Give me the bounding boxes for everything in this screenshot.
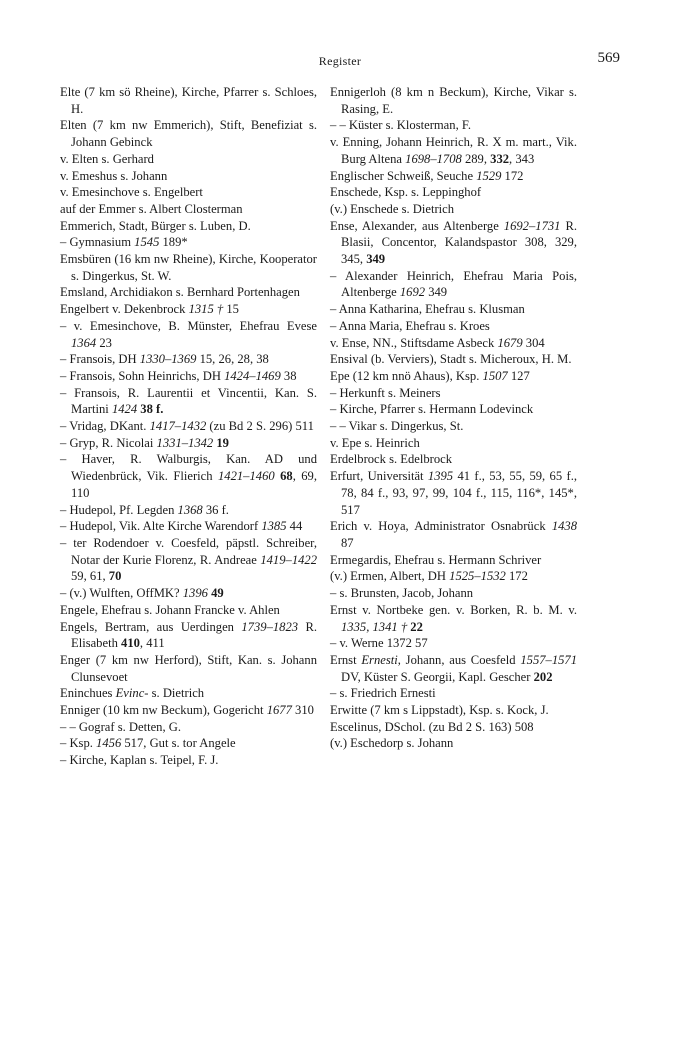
page-number: 569 [597,50,620,66]
entry-text: – Fransois, Sohn Heinrichs, DH [60,368,225,383]
entry-text: 15 [223,302,239,317]
index-entry [60,151,317,168]
entry-text: Emsbüren (16 km nw Rheine), Kirche, Kooperator s. Dingerkus, St. W. [60,252,317,283]
index-entry [60,585,317,602]
entry-text: Emsland, Archidiakon s. Bernhard Portenhagen [60,285,300,300]
entry-text: (v.) Eschedorp s. Johann [330,736,454,751]
index-entry [330,702,577,719]
index-entry [330,368,577,385]
index-entry [60,435,317,452]
entry-text: 189* [159,235,188,250]
entry-text: 38 f. [140,402,164,417]
index-entry [60,318,317,351]
entry-text: 310 [291,703,314,718]
entry-text: 517, Gut s. tor Angele [121,736,236,751]
entry-text: – Haver, R. Walburgis, Kan. AD und Wiedenbrück, Vik. Flierich [60,452,317,484]
entry-text: 15, 26, 28, 38 [196,352,269,367]
entry-text: Enschede, Ksp. s. Leppinghof [330,185,482,200]
entry-text: v. Emesinchove s. Engelbert [60,185,203,200]
entry-text: 289, [461,151,491,166]
index-entry [330,201,577,218]
entry-text: 1335, 1341 † [341,619,408,634]
index-entry [330,117,577,134]
entry-text: v. Enning, Johann Heinrich, R. X m. mart., Vik. Burg Altena [330,135,577,166]
index-entry [330,184,577,201]
entry-text: – Fransois, DH [60,352,140,367]
entry-text: v. Ense, NN., Stiftsdame Asbeck [330,335,498,350]
entry-text: 1364 [71,335,97,350]
entry-text: Elte (7 km sö Rheine), Kirche, Pfarrer s. Schloes, H. [60,85,317,116]
index-column-right [330,84,577,752]
entry-text: Engelbert v. Dekenbrock [60,302,189,317]
index-entry [330,84,577,117]
entry-text: Erdelbrock s. Edelbrock [330,452,453,467]
entry-text: 304 [522,335,545,350]
page-header [60,50,620,76]
entry-text: 410 [121,636,140,651]
index-entry [330,735,577,752]
entry-text: 1507 [482,368,508,383]
entry-text: 1679 [497,335,523,350]
entry-text: Epe (12 km nnö Ahaus), Ksp. [330,368,483,383]
index-entry [330,351,577,368]
entry-text: – Kirche, Pfarrer s. Hermann Lodevinck [330,402,534,417]
index-entry [60,301,317,318]
index-entry [330,568,577,585]
index-entry [330,385,577,402]
index-entry [60,685,317,702]
index-entry [60,602,317,619]
entry-text: – v. Werne 1372 57 [330,636,428,651]
entry-text: Ernst [330,652,362,667]
entry-text: Erfurt, Universität [330,469,428,484]
entry-text: v. Epe s. Heinrich [330,435,420,450]
entry-text: Enniger (10 km nw Beckum), Gogericht [60,703,267,718]
entry-text: – Hudepol, Pf. Legden [60,502,178,517]
index-entry [60,385,317,418]
index-entry [330,418,577,435]
entry-text: – Fransois, R. Laurentii et Vincentii, Kan. S. Martini [60,385,317,417]
index-entry [60,619,317,652]
index-entry [60,351,317,368]
entry-text: – s. Brunsten, Jacob, Johann [330,586,474,601]
entry-text: (v.) Ermen, Albert, DH [330,569,450,584]
index-entry [330,218,577,268]
index-entry [330,268,577,301]
entry-text: 1385 [261,519,287,534]
entry-text: 49 [211,586,224,601]
entry-text: 1396 [182,586,208,601]
entry-text: 59, 61, [71,569,109,584]
index-entry [60,184,317,201]
entry-text: Ernesti [361,652,398,667]
entry-text: 172 [505,569,528,584]
entry-text: 36 f. [202,502,229,517]
entry-text: , 343 [509,151,535,166]
entry-text: 38 [280,368,297,383]
entry-text: – v. Emesinchove, B. Münster, Ehefrau Evese [60,318,317,333]
entry-text: v. Elten s. Gerhard [60,151,154,166]
entry-text: s. Dietrich [148,686,205,701]
entry-text: – Ksp. [60,736,97,751]
entry-text: Ensival (b. Verviers), Stadt s. Micheroux, H. M. [330,352,572,367]
entry-text: 1417–1432 [149,419,207,434]
index-entry [330,134,577,167]
index-column-left [60,84,317,769]
index-entry [60,251,317,284]
entry-text: 1424–1469 [224,368,281,383]
entry-text: Escelinus, DSchol. (zu Bd 2 S. 163) 508 [330,719,534,734]
index-entry [60,735,317,752]
entry-text: Ense, Alexander, aus Altenberge [330,218,504,233]
entry-text: 41 f., 53, 55, 59, 65 f., 78, 84 f., 93, 97, 99, 104 f., 115, 116*, 145*, 517 [341,469,577,517]
index-entry [60,84,317,117]
entry-text: – ter Rodendoer v. Coesfeld, päpstl. Schreiber, Notar der Kurie Florenz, R. Andreae [60,535,317,567]
entry-text: – Gryp, R. Nicolai [60,435,157,450]
entry-text: 1419–1422 [260,552,317,567]
entry-text: , Johann, aus Coesfeld [397,652,521,667]
entry-text: 1557–1571 [520,652,578,667]
index-entry [330,318,577,335]
entry-text: 1368 [177,502,203,517]
entry-text: 127 [507,368,530,383]
index-entry [330,602,577,635]
index-entry [330,301,577,318]
index-entry [330,635,577,652]
entry-text: – Herkunft s. Meiners [330,385,441,400]
index-entry [330,435,577,452]
index-entry [330,652,577,685]
entry-text: 1545 [134,235,160,250]
entry-text: 1692 [399,285,426,300]
entry-text: Engels, Bertram, aus Uerdingen [60,619,242,634]
entry-text: Erwitte (7 km s Lippstadt), Ksp. s. Kock, J. [330,703,549,718]
entry-text: 22 [410,619,423,634]
entry-text: – – Gograf s. Detten, G. [60,719,182,734]
entry-text: 332 [490,151,510,166]
index-entry [60,284,317,301]
running-title: Register [318,54,362,68]
entry-text: (v.) Enschede s. Dietrich [330,201,455,216]
entry-text: DV, Küster S. Georgii, Kapl. Gescher [341,669,534,684]
entry-text: 68 [280,469,293,484]
index-entry [330,468,577,518]
index-entry [330,518,577,551]
entry-text: 172 [501,168,524,183]
index-entry [330,685,577,702]
entry-text: Enger (7 km nw Herford), Stift, Kan. s. Johann Clunsevoet [60,652,317,684]
index-entry [60,168,317,185]
entry-text: Ernst v. Nortbeke gen. v. Borken, R. b. M. v. [330,602,577,617]
entry-text: – (v.) Wulften, OffMK? [60,586,183,601]
index-entry [60,502,317,519]
index-entry [60,368,317,385]
entry-text: R. Blasii, Concentor, Kalandspastor 308, 329, 345, [341,218,577,267]
entry-text: – s. Friedrich Ernesti [330,686,436,701]
entry-text: – Vridag, DKant. [60,419,150,434]
entry-text: – Anna Katharina, Ehefrau s. Klusman [330,302,525,317]
index-entry [330,168,577,185]
entry-text: Erich v. Hoya, Administrator Osnabrück [330,519,552,534]
entry-text: 349 [425,285,448,300]
entry-text: 44 [286,519,303,534]
entry-text: – Gymnasium [60,235,135,250]
entry-text: Evinc- [115,686,149,701]
index-entry [330,451,577,468]
entry-text: auf der Emmer s. Albert Closterman [60,201,243,216]
index-entry [330,719,577,736]
entry-text: (zu Bd 2 S. 296) 511 [206,419,314,434]
entry-text: 1330–1369 [139,352,197,367]
index-entry [60,752,317,769]
entry-text: , 411 [139,636,165,651]
entry-text: Ennigerloh (8 km n Beckum), Kirche, Vikar s. Rasing, E. [330,85,577,116]
index-entry [60,218,317,235]
entry-text: Emmerich, Stadt, Bürger s. Luben, D. [60,218,251,233]
index-entry [60,652,317,685]
entry-text: 1456 [96,736,122,751]
entry-text: – Hudepol, Vik. Alte Kirche Warendorf [60,519,262,534]
index-entry [60,518,317,535]
entry-text: 1692–1731 [503,218,561,233]
entry-text: 1698–1708 [405,151,462,166]
index-entry [60,418,317,435]
entry-text: – Alexander Heinrich, Ehefrau Maria Pois, Altenberge [330,268,577,300]
entry-text: 1395 [427,469,454,484]
entry-text: Englischer Schweiß, Seuche [330,168,477,183]
index-entry [330,335,577,352]
entry-text: 1677 [266,703,292,718]
index-entry [60,234,317,251]
entry-text: 1525–1532 [449,569,506,584]
entry-text: – Anna Maria, Ehefrau s. Kroes [330,318,490,333]
entry-text: , 69, 110 [71,469,318,500]
index-entry [60,451,317,501]
entry-text: 1331–1342 [156,435,214,450]
entry-text: 1529 [476,168,502,183]
index-entry [60,117,317,150]
index-entry [60,719,317,736]
entry-text: Elten (7 km nw Emmerich), Stift, Benefiziat s. Johann Gebinck [60,118,317,150]
index-entry [330,552,577,569]
entry-text: Engele, Ehefrau s. Johann Francke v. Ahlen [60,602,280,617]
entry-text: 23 [96,335,112,350]
entry-text: 1424 [111,402,138,417]
entry-text: 1421–1460 [217,469,275,484]
index-entry [60,201,317,218]
entry-text: – Kirche, Kaplan s. Teipel, F. J. [60,753,219,768]
entry-text: v. Emeshus s. Johann [60,168,168,183]
entry-text: – – Vikar s. Dingerkus, St. [330,419,464,434]
entry-text: Ermegardis, Ehefrau s. Hermann Schriver [330,552,542,567]
entry-text: 349 [366,252,386,267]
entry-text: 202 [533,669,553,684]
entry-text: 1739–1823 [241,619,299,634]
entry-text: 1315 † [188,302,224,317]
entry-text: Eninchues [60,686,116,701]
index-entry [60,702,317,719]
entry-text: R. Elisabeth [71,619,317,651]
entry-text: 19 [216,435,229,450]
entry-text: 87 [341,535,354,550]
index-entry [330,585,577,602]
index-entry [330,401,577,418]
entry-text: 1438 [551,519,577,534]
entry-text: 70 [108,569,122,584]
entry-text: – – Küster s. Klosterman, F. [330,118,472,133]
index-entry [60,535,317,585]
